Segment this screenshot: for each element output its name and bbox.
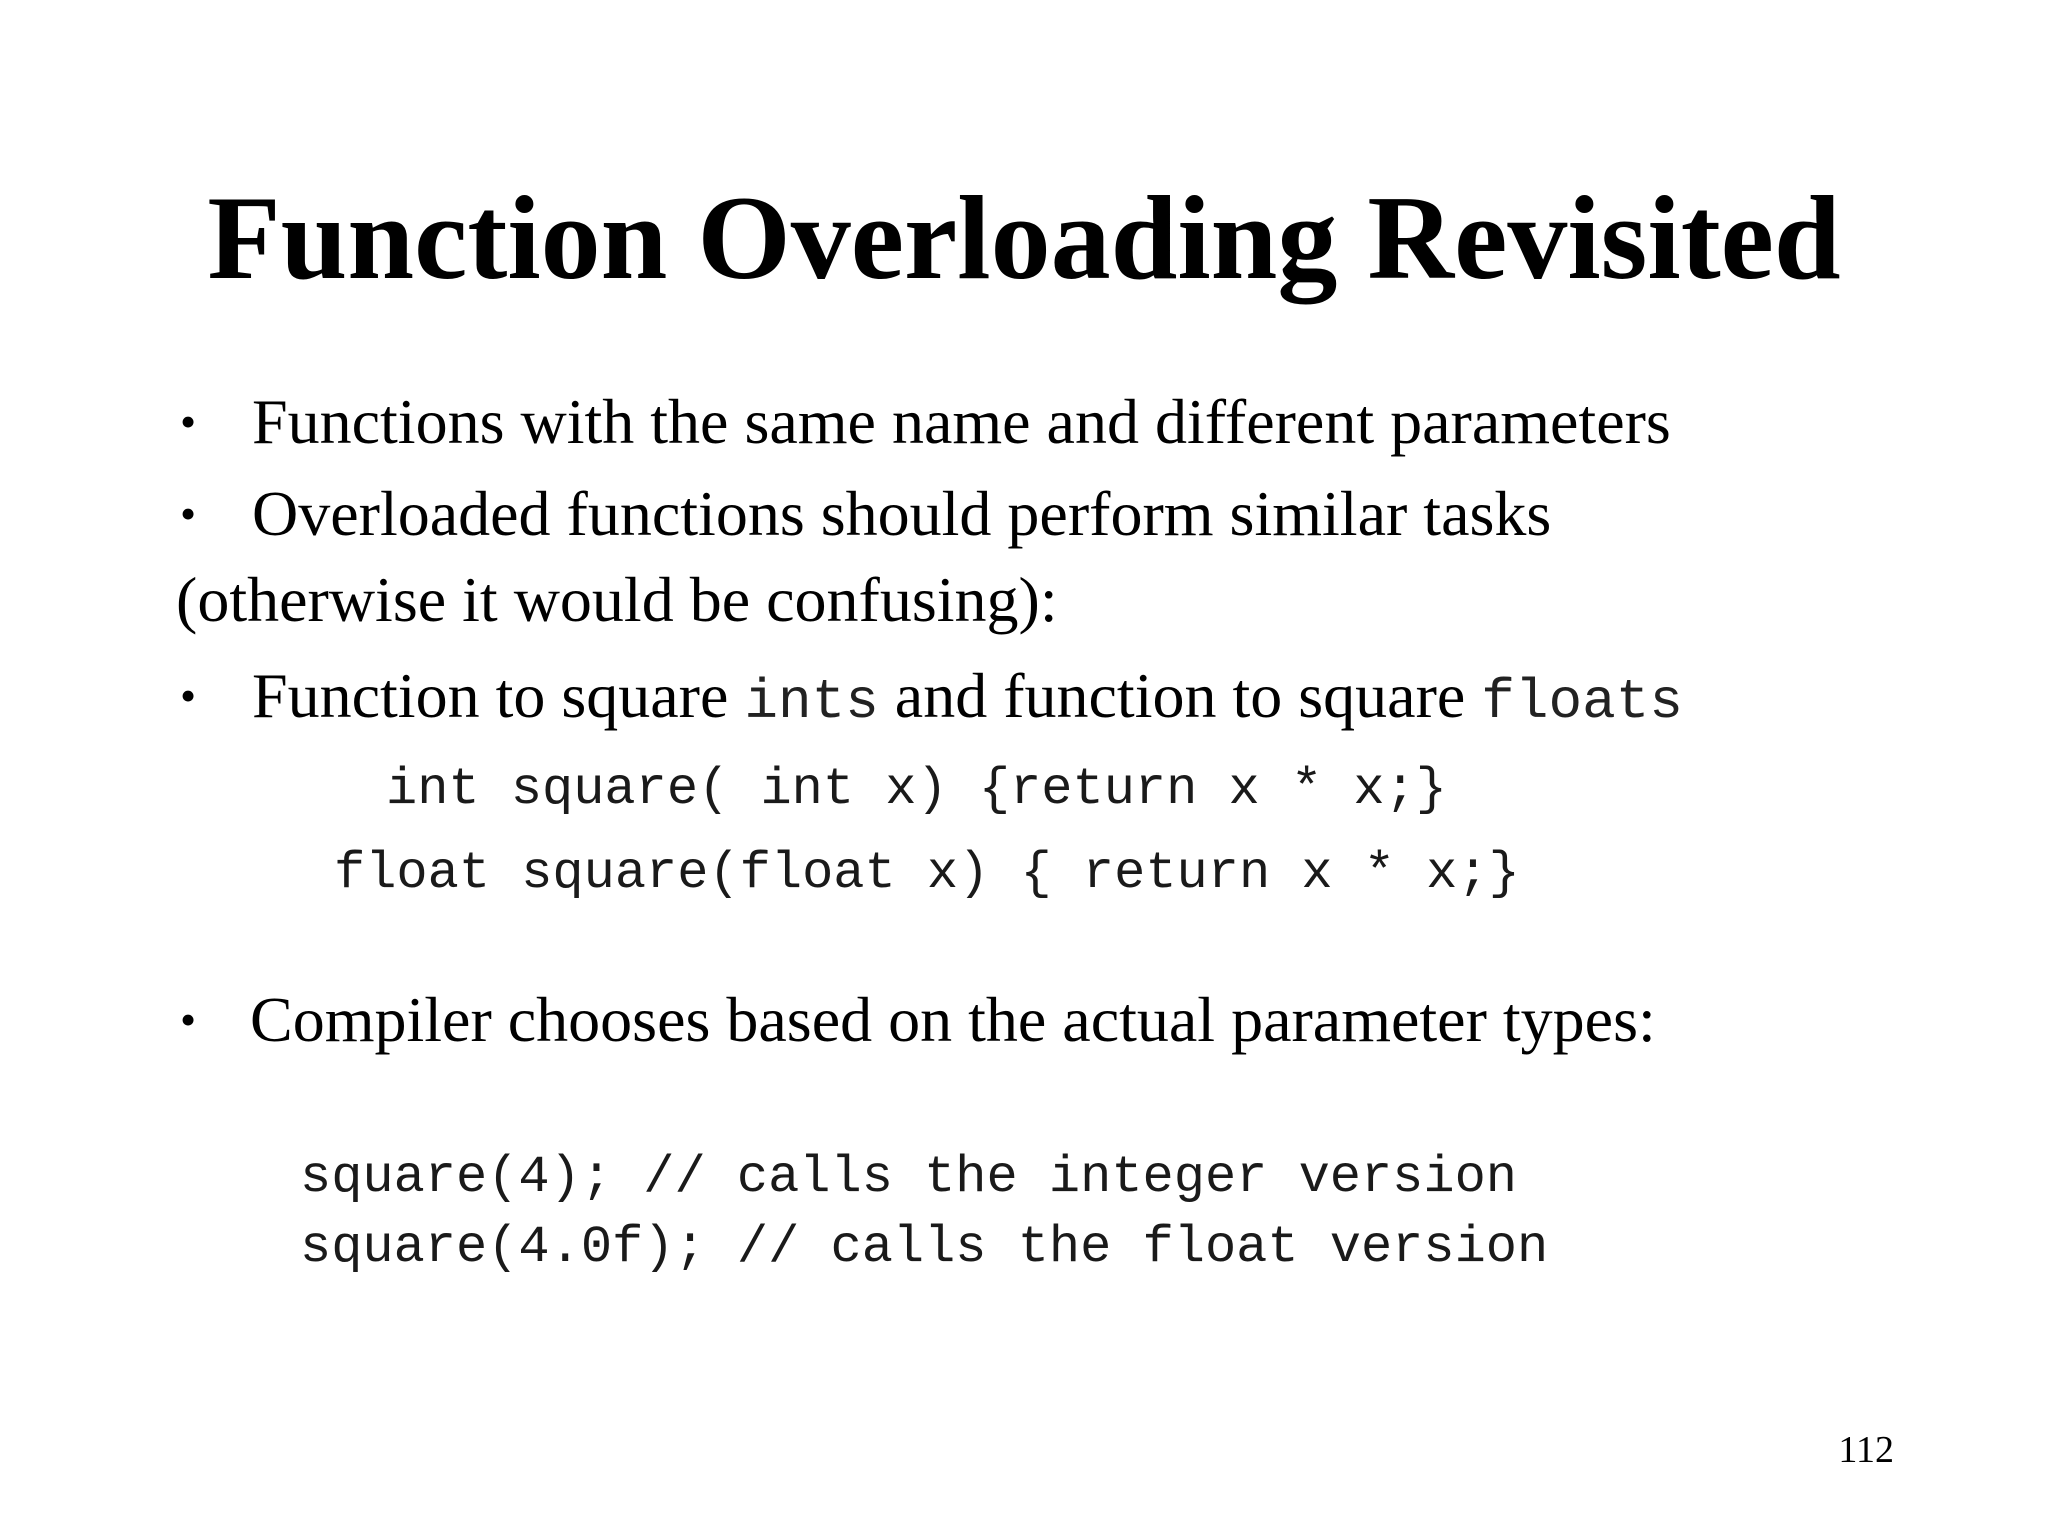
bullet-text-2-continuation: (otherwise it would be confusing): — [176, 564, 1058, 635]
page-number: 112 — [1838, 1429, 1894, 1471]
code-line-call-int: square(4); // calls the integer version — [300, 1148, 1517, 1207]
bullet-text-1: Functions with the same name and different parameters — [252, 386, 1671, 457]
bullet-text-3-part-1: Function to square — [252, 660, 745, 731]
bullet-marker-4: • — [180, 994, 197, 1045]
bullet-marker-2: • — [180, 488, 197, 539]
slide-title: Function Overloading Revisited — [207, 171, 1841, 304]
bullet-text-3-part-3: and function to square — [878, 660, 1482, 731]
inline-code-floats: floats — [1481, 670, 1683, 734]
code-line-int-square: int square( int x) {return x * x;} — [386, 760, 1447, 819]
bullet-text-4: Compiler chooses based on the actual parameter types: — [250, 984, 1656, 1055]
inline-code-ints: ints — [744, 670, 879, 734]
bullet-marker-3: • — [180, 670, 197, 721]
bullet-marker-1: • — [180, 396, 197, 447]
code-line-float-square: float square(float x) { return x * x;} — [334, 844, 1520, 903]
bullet-text-3 — [252, 658, 1683, 740]
bullet-text-2: Overloaded functions should perform similar tasks — [252, 478, 1552, 549]
code-line-call-float: square(4.0f); // calls the float version — [300, 1218, 1549, 1277]
